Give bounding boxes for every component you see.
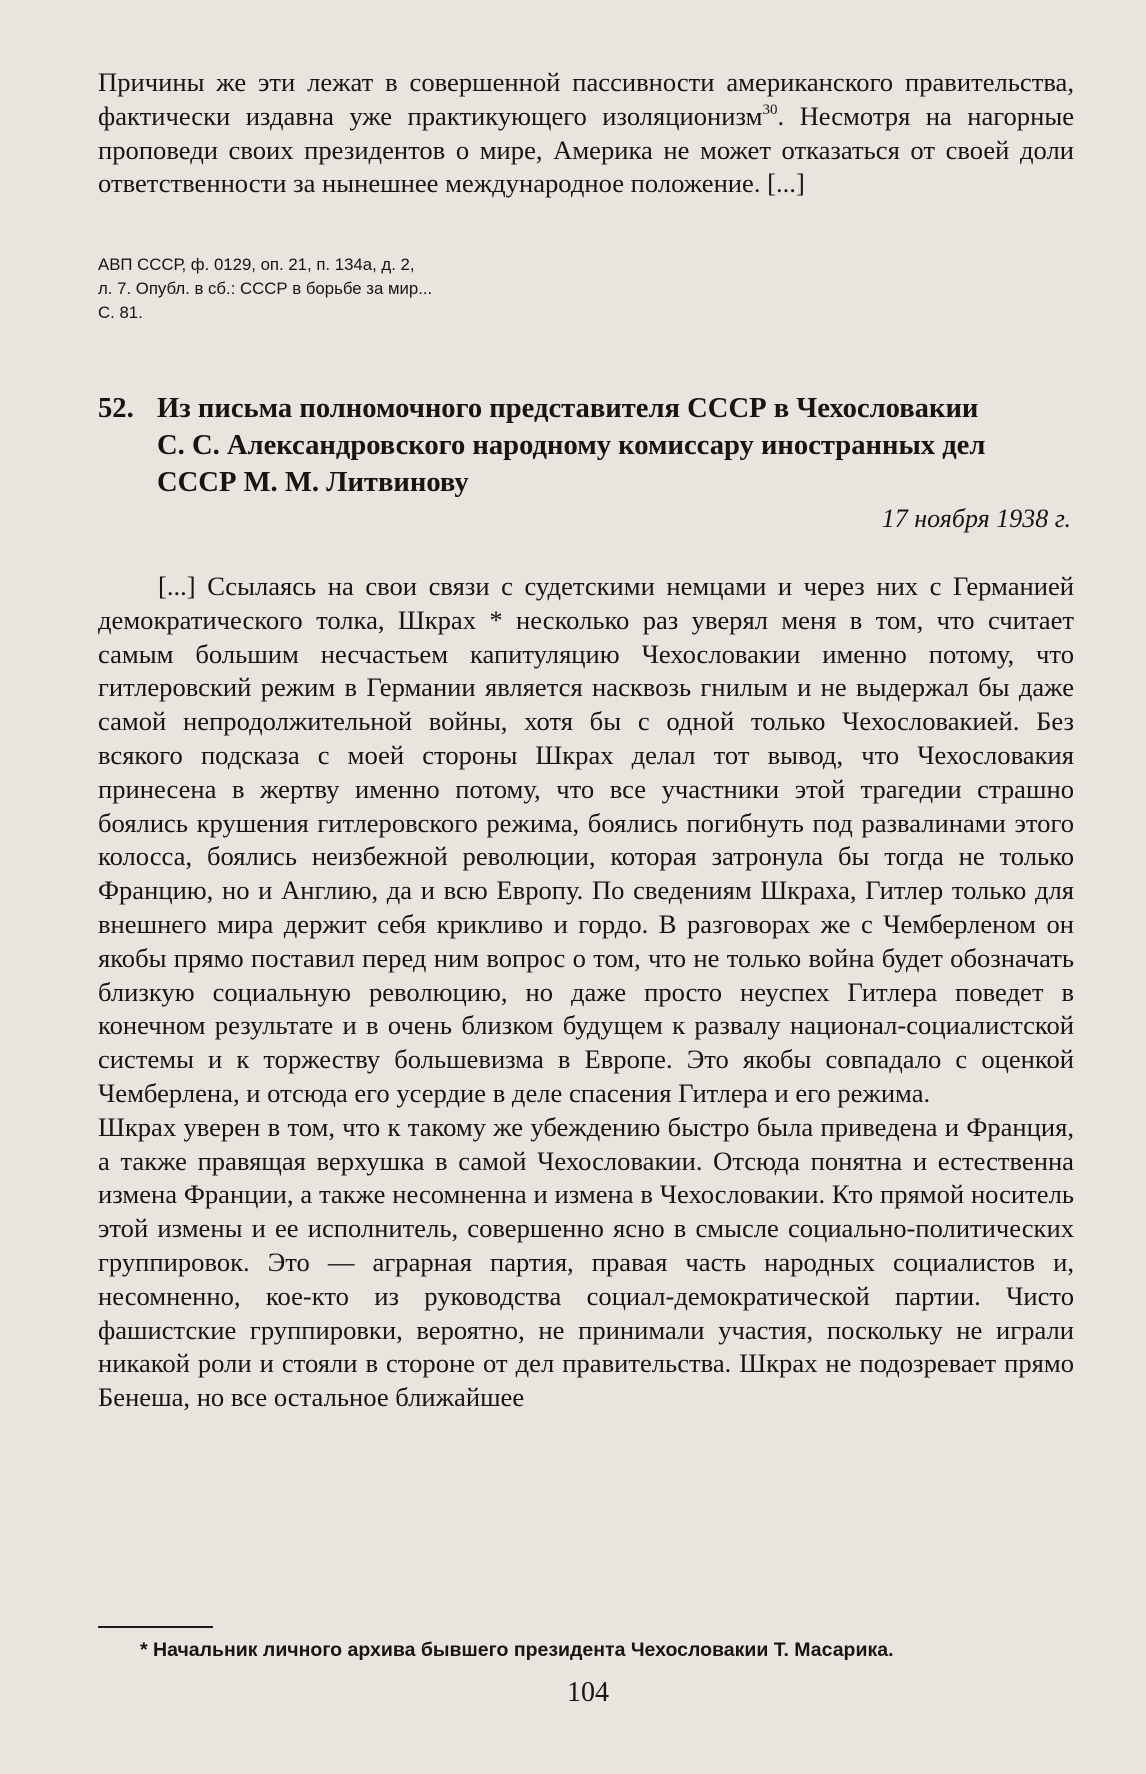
paragraph-intro-text: Причины же эти лежат в совершенной пассивности американского правительства, фактически издавна уже практикующего изоляционизм (98, 67, 1074, 131)
archival-citation (98, 253, 568, 325)
letter-body (98, 570, 1074, 1415)
heading-line: Из письма полномочного представителя СССР в Чехословакии (157, 393, 979, 424)
footnote-divider (98, 1626, 213, 1628)
archival-citation-line: С. 81. (98, 303, 143, 322)
archival-citation-line: л. 7. Опубл. в сб.: СССР в борьбе за мир... (98, 279, 433, 298)
heading-line: С. С. Александровского народному комиссару иностранных дел (157, 430, 986, 461)
page-number: 104 (567, 1677, 609, 1708)
footnote-reference-30: 30 (762, 101, 778, 118)
paragraph-intro-continuation: . Несмотря на нагорные проповеди своих президентов о мире, Америка не может отказаться от своей доли ответственности за нынешнее международное положение. [...] (98, 100, 1074, 199)
document-date: 17 ноября 1938 г. (881, 504, 1071, 533)
letter-paragraph: [...] Ссылаясь на свои связи с судетскими немцами и через них с Германией демократического толка, Шкрах * несколько раз уверял меня в том, что считает самым большим несчастьем капитуляцию Чехословакии именно потому, что гитлеровский режим в Германии является насквозь гнилым и не выдержал бы даже самой непродолжительной войны, хотя бы с одной только Чехословакией. Без всякого подсказа с моей стороны Шкрах делал тот вывод, что Чехословакия принесена в жертву именно потому, что все участники этой трагедии страшно боялись крушения гитлеровского режима, боялись погибнуть под развалинами этого колосса, боялись неизбежной революции, которая затронула бы тогда не только Францию, но и Англию, да и всю Европу. По сведениям Шкраха, Гитлер только для внешнего мира держит себя крикливо и гордо. В разговорах же с Чемберленом он якобы прямо поставил перед ним вопрос о том, что не только война будет обозначать близкую социальную революцию, но даже просто неуспех Гитлера поведет в конечном результате и в очень близком будущем к развалу национал-социалистской системы и к торжеству большевизма в Европе. Это якобы совпадало с оценкой Чемберлена, и отсюда его усердие в деле спасения Гитлера и его режима. (98, 571, 1074, 1108)
paragraph-intro (98, 66, 1074, 201)
archival-citation-line: АВП СССР, ф. 0129, оп. 21, п. 134а, д. 2, (98, 255, 415, 274)
footnote: * Начальник личного архива бывшего президента Чехословакии Т. Масарика. (140, 1639, 894, 1661)
document-heading (98, 390, 1088, 501)
heading-line: СССР М. М. Литвинову (157, 467, 469, 498)
letter-paragraph: Шкрах уверен в том, что к такому же убеждению быстро была приведена и Франция, а также правящая верхушка в самой Чехословакии. Отсюда понятна и естественна измена Франции, а также несомненна и измена в Чехословакии. Кто прямой носитель этой измены и ее исполнитель, совершенно ясно в смысле социально-политических группировок. Это — аграрная партия, правая часть народных социалистов и, несомненно, кое-кто из руководства социал-демократической партии. Чисто фашистские группировки, вероятно, не принимали участия, поскольку не играли никакой роли и стояли в стороне от дел правительства. Шкрах не подозревает прямо Бенеша, но все остальное ближайшее (98, 1111, 1074, 1413)
document-number: 52. (98, 393, 134, 424)
